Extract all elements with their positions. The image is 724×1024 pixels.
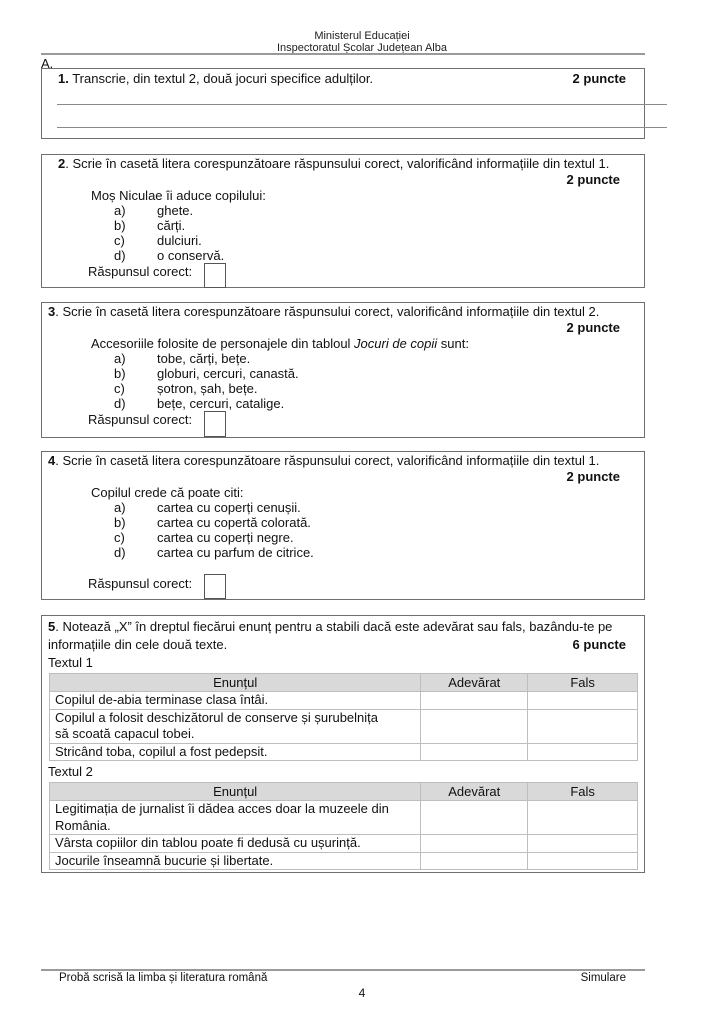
false-cell[interactable] [528, 692, 638, 710]
option-text: bețe, cercuri, catalige. [157, 396, 285, 411]
true-cell[interactable] [421, 852, 528, 870]
answer-line-1[interactable] [57, 104, 667, 105]
question-2-answer-label: Răspunsul corect: [88, 264, 193, 279]
header-true: Adevărat [421, 783, 528, 801]
table-1-caption: Textul 1 [48, 655, 93, 670]
question-4-text [48, 453, 599, 469]
header-statement: Enunțul [50, 783, 421, 801]
statement-cell: Copilul de-abia terminase clasa întâi. [50, 692, 421, 710]
question-1-points: 2 puncte [572, 71, 626, 86]
question-5-prompt: . Notează „X” în dreptul fiecărui enunț pentru a stabili dacă este adevărat sau fals, bazându-te pe [55, 619, 613, 634]
question-3-text [48, 304, 599, 320]
header-true: Adevărat [421, 674, 528, 692]
table-row [50, 852, 638, 870]
question-1-prompt: Transcrie, din textul 2, două jocuri specifice adulților. [68, 71, 374, 86]
table-row [50, 692, 638, 710]
question-2-number: 2 [58, 156, 66, 171]
question-2-box [41, 154, 645, 288]
option-letter: d) [114, 396, 126, 411]
question-4-answer-box[interactable] [204, 574, 226, 599]
option-letter: a) [114, 500, 126, 515]
option-text: cartea cu copertă colorată. [157, 515, 311, 530]
painting-title: Jocuri de copii [354, 336, 438, 351]
question-2-stem: Moș Niculae îi aduce copilului: [91, 188, 266, 203]
question-5-box [41, 615, 645, 873]
option-text: o conservă. [157, 248, 225, 263]
question-2-text [58, 156, 609, 172]
footer-session: Simulare [580, 972, 626, 984]
true-cell[interactable] [421, 835, 528, 853]
question-4-stem: Copilul crede că poate citi: [91, 485, 244, 500]
header-rule [41, 53, 645, 55]
header-false: Fals [528, 674, 638, 692]
false-cell[interactable] [528, 835, 638, 853]
statement-cell: Vârsta copiilor din tablou poate fi dedusă cu ușurință. [50, 835, 421, 853]
question-4-answer-label: Răspunsul corect: [88, 576, 193, 591]
option-letter: b) [114, 218, 126, 233]
option-text: cartea cu coperți cenușii. [157, 500, 301, 515]
page-number: 4 [358, 986, 366, 1000]
footer-exam-title: Probă scrisă la limba și literatura română [59, 972, 268, 984]
true-cell[interactable] [421, 801, 528, 835]
option-letter: a) [114, 203, 126, 218]
question-3-box [41, 302, 645, 438]
table-row [50, 801, 638, 835]
true-cell[interactable] [421, 743, 528, 761]
option-letter: b) [114, 515, 126, 530]
header-false: Fals [528, 783, 638, 801]
option-text: dulciuri. [157, 233, 202, 248]
option-letter: d) [114, 545, 126, 560]
option-text: globuri, cercuri, canastă. [157, 366, 299, 381]
question-2-answer-box[interactable] [204, 263, 226, 288]
question-2-points: 2 puncte [566, 172, 620, 187]
question-4-box [41, 451, 645, 600]
option-letter: d) [114, 248, 126, 263]
header-inspectorate: Inspectoratul Școlar Județean Alba [276, 42, 447, 54]
question-3-stem [91, 336, 469, 352]
table-row [50, 709, 638, 743]
question-5-points: 6 puncte [572, 637, 626, 652]
statement-cell: Stricând toba, copilul a fost pedepsit. [50, 743, 421, 761]
question-5-text-line1 [48, 619, 638, 635]
option-text: cărți. [157, 218, 186, 233]
question-3-answer-box[interactable] [204, 411, 226, 437]
option-letter: a) [114, 351, 126, 366]
question-1-number: 1. [58, 71, 69, 86]
question-5-text-line2: informațiile din cele două texte. [48, 637, 228, 652]
false-cell[interactable] [528, 852, 638, 870]
stem-text: sunt: [437, 336, 469, 351]
question-2-prompt: . Scrie în casetă litera corespunzătoare răspunsului corect, valorificând informațiile din textul 1. [65, 156, 610, 171]
header-statement: Enunțul [50, 674, 421, 692]
true-cell[interactable] [421, 709, 528, 743]
true-false-table-2 [49, 782, 638, 870]
question-5-number: 5 [48, 619, 56, 634]
question-3-answer-label: Răspunsul corect: [88, 412, 193, 427]
question-1-text [58, 71, 373, 87]
answer-line-2[interactable] [57, 127, 667, 128]
header-ministry: Ministerul Educației [314, 30, 410, 42]
question-4-points: 2 puncte [566, 469, 620, 484]
true-false-table-1 [49, 673, 638, 761]
option-letter: c) [114, 381, 125, 396]
option-letter: b) [114, 366, 126, 381]
footer-rule [41, 969, 645, 971]
statement-cell: Copilul a folosit deschizătorul de conserve și șurubelnița să scoată capacul tobei. [50, 709, 421, 743]
statement-cell: Jocurile înseamnă bucurie și libertate. [50, 852, 421, 870]
option-text: cartea cu parfum de citrice. [157, 545, 314, 560]
option-letter: c) [114, 233, 125, 248]
section-label: A. [41, 56, 54, 71]
option-text: ghete. [157, 203, 194, 218]
table-header-row [50, 783, 638, 801]
option-text: tobe, cărți, bețe. [157, 351, 251, 366]
table-header-row [50, 674, 638, 692]
question-3-points: 2 puncte [566, 320, 620, 335]
table-row [50, 835, 638, 853]
question-4-number: 4 [48, 453, 56, 468]
question-4-prompt: . Scrie în casetă litera corespunzătoare răspunsului corect, valorificând informațiile din textul 1. [55, 453, 600, 468]
false-cell[interactable] [528, 709, 638, 743]
table-row [50, 743, 638, 761]
true-cell[interactable] [421, 692, 528, 710]
option-text: șotron, șah, bețe. [157, 381, 258, 396]
option-text: cartea cu coperți negre. [157, 530, 294, 545]
table-2-caption: Textul 2 [48, 764, 93, 779]
question-1-box [41, 68, 645, 139]
question-3-prompt: . Scrie în casetă litera corespunzătoare răspunsului corect, valorificând informațiile din textul 2. [55, 304, 600, 319]
question-3-number: 3 [48, 304, 56, 319]
false-cell[interactable] [528, 743, 638, 761]
option-letter: c) [114, 530, 125, 545]
stem-text: Accesoriile folosite de personajele din tabloul [91, 336, 355, 351]
statement-cell: Legitimația de jurnalist îi dădea acces doar la muzeele din România. [50, 801, 421, 835]
false-cell[interactable] [528, 801, 638, 835]
